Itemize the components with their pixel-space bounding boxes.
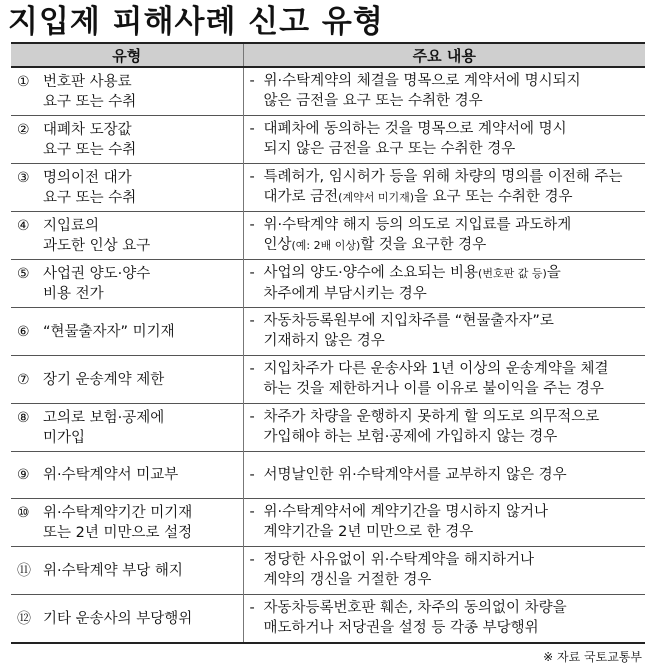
table-body	[11, 67, 645, 643]
content-main: 지입차주가 다른 운송사와 1년 이상의 운송계약을 체결 하는 것을 제한하거나 이를 이유로 불이익을 주는 경우	[263, 361, 609, 397]
content-text	[264, 215, 572, 256]
header-type: 유형	[11, 43, 243, 67]
report-types-table-wrap	[11, 42, 645, 644]
content-cell	[243, 67, 645, 116]
content-text	[264, 167, 623, 208]
bullet-dash: -	[249, 73, 255, 89]
type-cell	[11, 499, 243, 547]
content-tail: 을 차주에게 부담시키는 경우	[263, 265, 561, 302]
source-note: ※ 자료 국토교통부	[543, 650, 642, 664]
type-label: 지입료의 과도한 인상 요구	[43, 217, 151, 254]
row-number: ⑨	[17, 467, 30, 483]
type-label: 위·수탁계약기간 미기재 또는 2년 미만으로 설정	[43, 504, 193, 541]
content-cell	[243, 595, 645, 644]
content-text	[264, 359, 609, 400]
type-cell	[11, 356, 243, 404]
type-cell	[11, 404, 243, 452]
type-cell	[11, 67, 243, 116]
content-cell	[243, 116, 645, 164]
bullet-dash: -	[249, 313, 255, 329]
bullet-dash: -	[249, 504, 255, 520]
row-number: ⑪	[17, 562, 31, 579]
bullet-dash: -	[249, 265, 255, 281]
content-main: 자동차등록원부에 지입차주를 “현물출자자”로 기재하지 않은 경우	[263, 313, 554, 349]
type-cell	[11, 260, 243, 308]
bullet-dash: -	[249, 466, 255, 483]
row-number: ②	[17, 121, 30, 138]
content-text	[264, 598, 567, 639]
content-text	[264, 407, 600, 448]
content-text	[264, 311, 554, 352]
content-cell	[243, 452, 645, 499]
row-number: ⑩	[17, 504, 30, 521]
content-text	[264, 502, 549, 543]
table-row	[11, 452, 645, 499]
content-cell	[243, 356, 645, 404]
report-types-table	[11, 42, 645, 644]
row-number: ①	[17, 73, 30, 90]
content-note: (계약서 미기재)	[338, 191, 414, 204]
row-number: ⑤	[17, 265, 30, 282]
content-main: 대폐차에 동의하는 것을 명목으로 계약서에 명시 되지 않은 금전을 요구 또는 수취한 경우	[263, 121, 567, 157]
content-cell	[243, 164, 645, 212]
type-cell	[11, 452, 243, 499]
table-row	[11, 164, 645, 212]
content-main: 서명날인한 위·수탁계약서를 교부하지 않은 경우	[263, 466, 567, 483]
type-label: 고의로 보험·공제에 미가입	[43, 409, 165, 446]
content-main: 차주가 차량을 운행하지 못하게 할 의도로 의무적으로 가입해야 하는 보험·공제에 가입하지 않는 경우	[263, 409, 600, 445]
type-cell	[11, 595, 243, 644]
type-label: 명의이전 대가 요구 또는 수취	[43, 169, 137, 206]
content-main: 자동차등록번호판 훼손, 차주의 동의없이 차량을 매도하거나 저당권을 설정 등 각종 부당행위	[263, 600, 567, 636]
content-main: 사업의 양도·양수에 소요되는 비용	[263, 265, 479, 281]
row-number: ⑧	[17, 409, 30, 426]
type-label: “현물출자자” 미기재	[43, 323, 175, 340]
table-row	[11, 404, 645, 452]
bullet-dash: -	[249, 600, 255, 616]
type-label: 장기 운송계약 제한	[43, 371, 165, 388]
type-cell	[11, 308, 243, 356]
type-cell	[11, 164, 243, 212]
row-number: ⑫	[17, 610, 31, 627]
table-row	[11, 67, 645, 116]
content-main: 위·수탁계약 해지 등의 의도로 지입료를 과도하게 인상	[263, 217, 572, 253]
content-tail: 할 것을 요구한 경우	[360, 237, 487, 253]
content-tail: 을 요구 또는 수취한 경우	[414, 189, 573, 205]
bullet-dash: -	[249, 217, 255, 233]
content-cell	[243, 547, 645, 595]
content-cell	[243, 308, 645, 356]
content-note: (예: 2배 이상)	[291, 239, 361, 252]
bullet-dash: -	[249, 409, 255, 425]
table-row	[11, 356, 645, 404]
type-label: 사업권 양도·양수 비용 전가	[43, 265, 151, 302]
table-row	[11, 308, 645, 356]
content-cell	[243, 212, 645, 260]
content-main: 특례허가, 임시허가 등을 위해 차량의 명의를 이전해 주는 대가로 금전	[263, 169, 623, 205]
type-label: 위·수탁계약 부당 해지	[43, 562, 183, 579]
content-cell	[243, 260, 645, 308]
table-header-row	[11, 43, 645, 67]
type-label: 위·수탁계약서 미교부	[43, 467, 179, 483]
content-text	[264, 119, 567, 160]
type-cell	[11, 212, 243, 260]
content-text	[264, 71, 581, 112]
bullet-dash: -	[249, 552, 255, 568]
content-main: 정당한 사유없이 위·수탁계약을 해지하거나 계약의 갱신을 거절한 경우	[263, 552, 535, 588]
content-note: (번호판 값 등)	[478, 267, 547, 280]
content-main: 위·수탁계약서에 계약기간을 명시하지 않거나 계약기간을 2년 미만으로 한 경우	[263, 504, 549, 540]
type-cell	[11, 116, 243, 164]
content-text	[264, 550, 535, 591]
type-label: 기타 운송사의 부당행위	[43, 610, 193, 627]
row-number: ⑥	[17, 323, 30, 340]
table-row	[11, 595, 645, 644]
bullet-dash: -	[249, 169, 255, 185]
content-text	[264, 263, 561, 304]
header-content: 주요 내용	[243, 43, 645, 67]
content-cell	[243, 404, 645, 452]
bullet-dash: -	[249, 121, 255, 137]
row-number: ⑦	[17, 371, 30, 388]
row-number: ④	[17, 217, 30, 234]
type-label: 대폐차 도장값 요구 또는 수취	[43, 121, 137, 158]
type-label: 번호판 사용료 요구 또는 수취	[43, 73, 137, 110]
page-title: 지입제 피해사례 신고 유형	[8, 4, 384, 40]
type-cell	[11, 547, 243, 595]
bullet-dash: -	[249, 361, 255, 377]
table-row	[11, 499, 645, 547]
table-row	[11, 116, 645, 164]
table-row	[11, 547, 645, 595]
content-text	[264, 465, 567, 486]
table-row	[11, 260, 645, 308]
content-cell	[243, 499, 645, 547]
content-main: 위·수탁계약의 체결을 명목으로 계약서에 명시되지 않은 금전을 요구 또는 수취한 경우	[263, 73, 581, 109]
row-number: ③	[17, 169, 30, 186]
table-row	[11, 212, 645, 260]
